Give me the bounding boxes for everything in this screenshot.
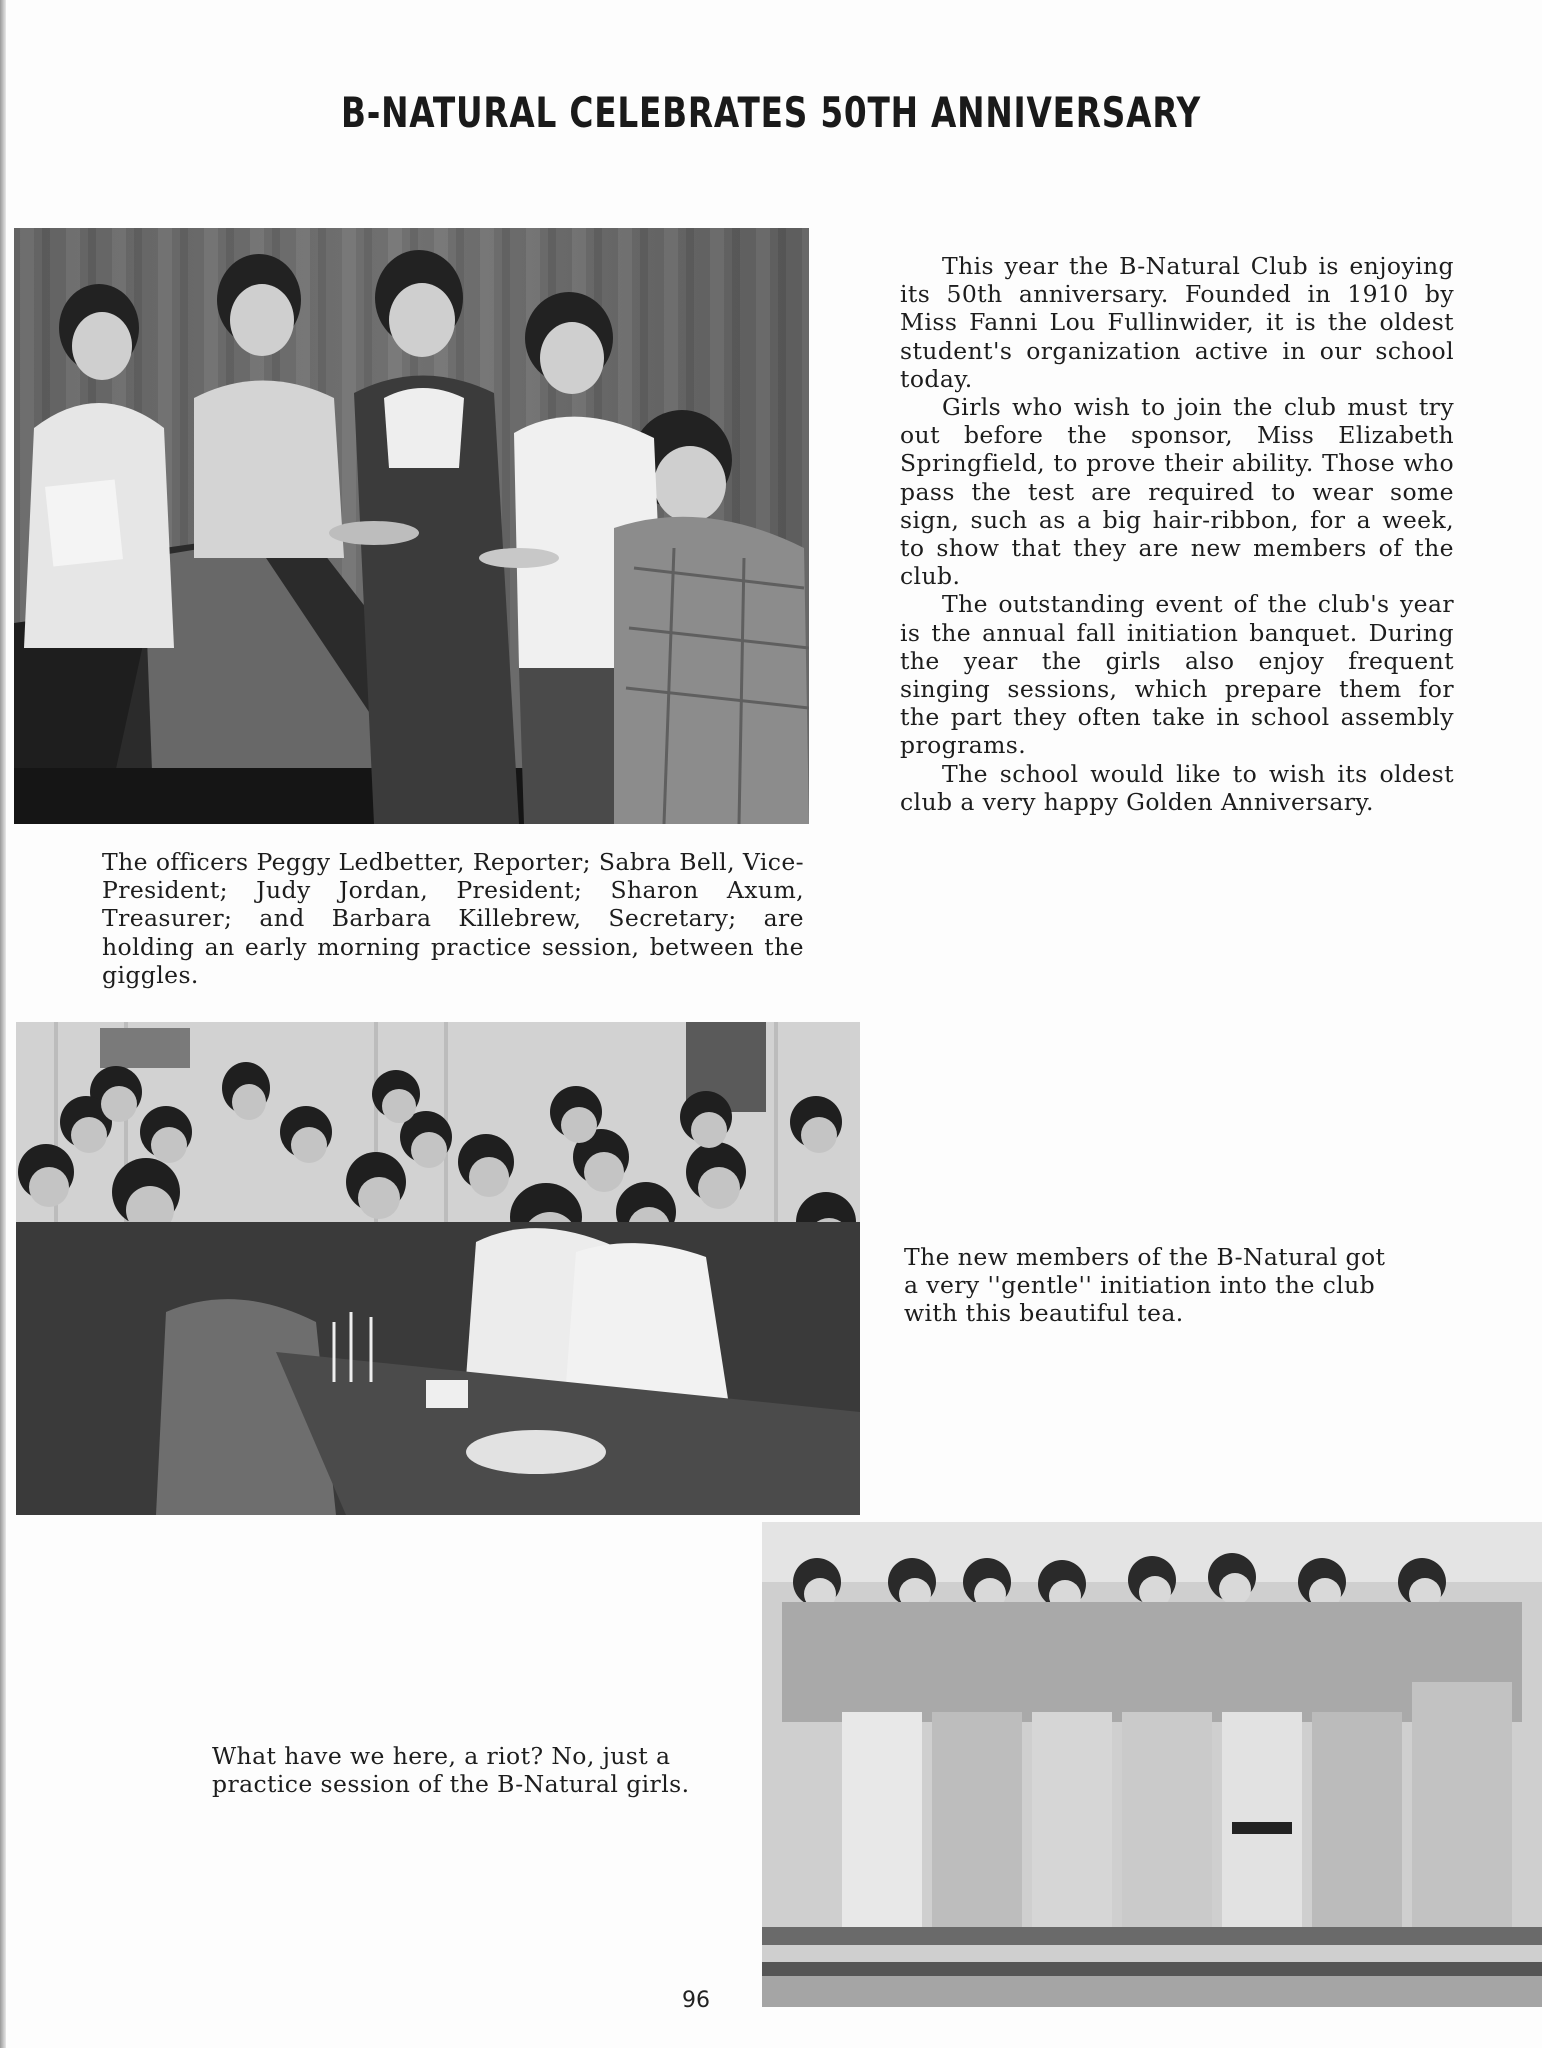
article-paragraph: This year the B-Natural Club is enjoying its 50th anniversary. Founded in 1910 by Miss Fanni Lou Fullinwider, it is the oldest student's organization active in our school today.	[900, 252, 1454, 393]
article-paragraph: Girls who wish to join the club must try out before the sponsor, Miss Elizabeth Springfield, to prove their ability. Those who pass the test are required to wear some sign, such as a big hair-ribbon, for a week, to show that they are new members of the club.	[900, 393, 1454, 591]
officers-piano-photo	[14, 228, 809, 824]
practice-photo-caption: What have we here, a riot? No, just a practice session of the B-Natural girls.	[212, 1742, 690, 1799]
officers-photo-caption: The officers Peggy Ledbetter, Reporter; Sabra Bell, Vice-President; Judy Jordan, President; Sharon Axum, Treasurer; and Barbara Killebrew, Secretary; are holding an early morning practice session, between the giggles.	[102, 848, 804, 989]
page-heading: B-NATURAL CELEBRATES 50TH ANNIVERSARY	[340, 88, 1202, 137]
article-paragraph: The school would like to wish its oldest club a very happy Golden Anniversary.	[900, 759, 1454, 816]
page-number: 96	[682, 1988, 710, 2013]
tea-photo-caption: The new members of the B-Natural got a very ''gentle'' initiation into the club with this beautiful tea.	[904, 1243, 1386, 1328]
article-paragraph: The outstanding event of the club's year is the annual fall initiation banquet. During the year the girls also enjoy frequent singing sessions, which prepare them for the part they often take in school assembly programs.	[900, 590, 1454, 760]
article-body	[900, 252, 1454, 816]
initiation-tea-photo	[16, 1022, 860, 1515]
page-spine-shadow	[0, 0, 6, 2048]
officers-photo-illustration	[14, 228, 809, 824]
practice-photo-illustration	[762, 1522, 1542, 2007]
practice-session-photo	[762, 1522, 1542, 2007]
tea-photo-illustration	[16, 1022, 860, 1515]
